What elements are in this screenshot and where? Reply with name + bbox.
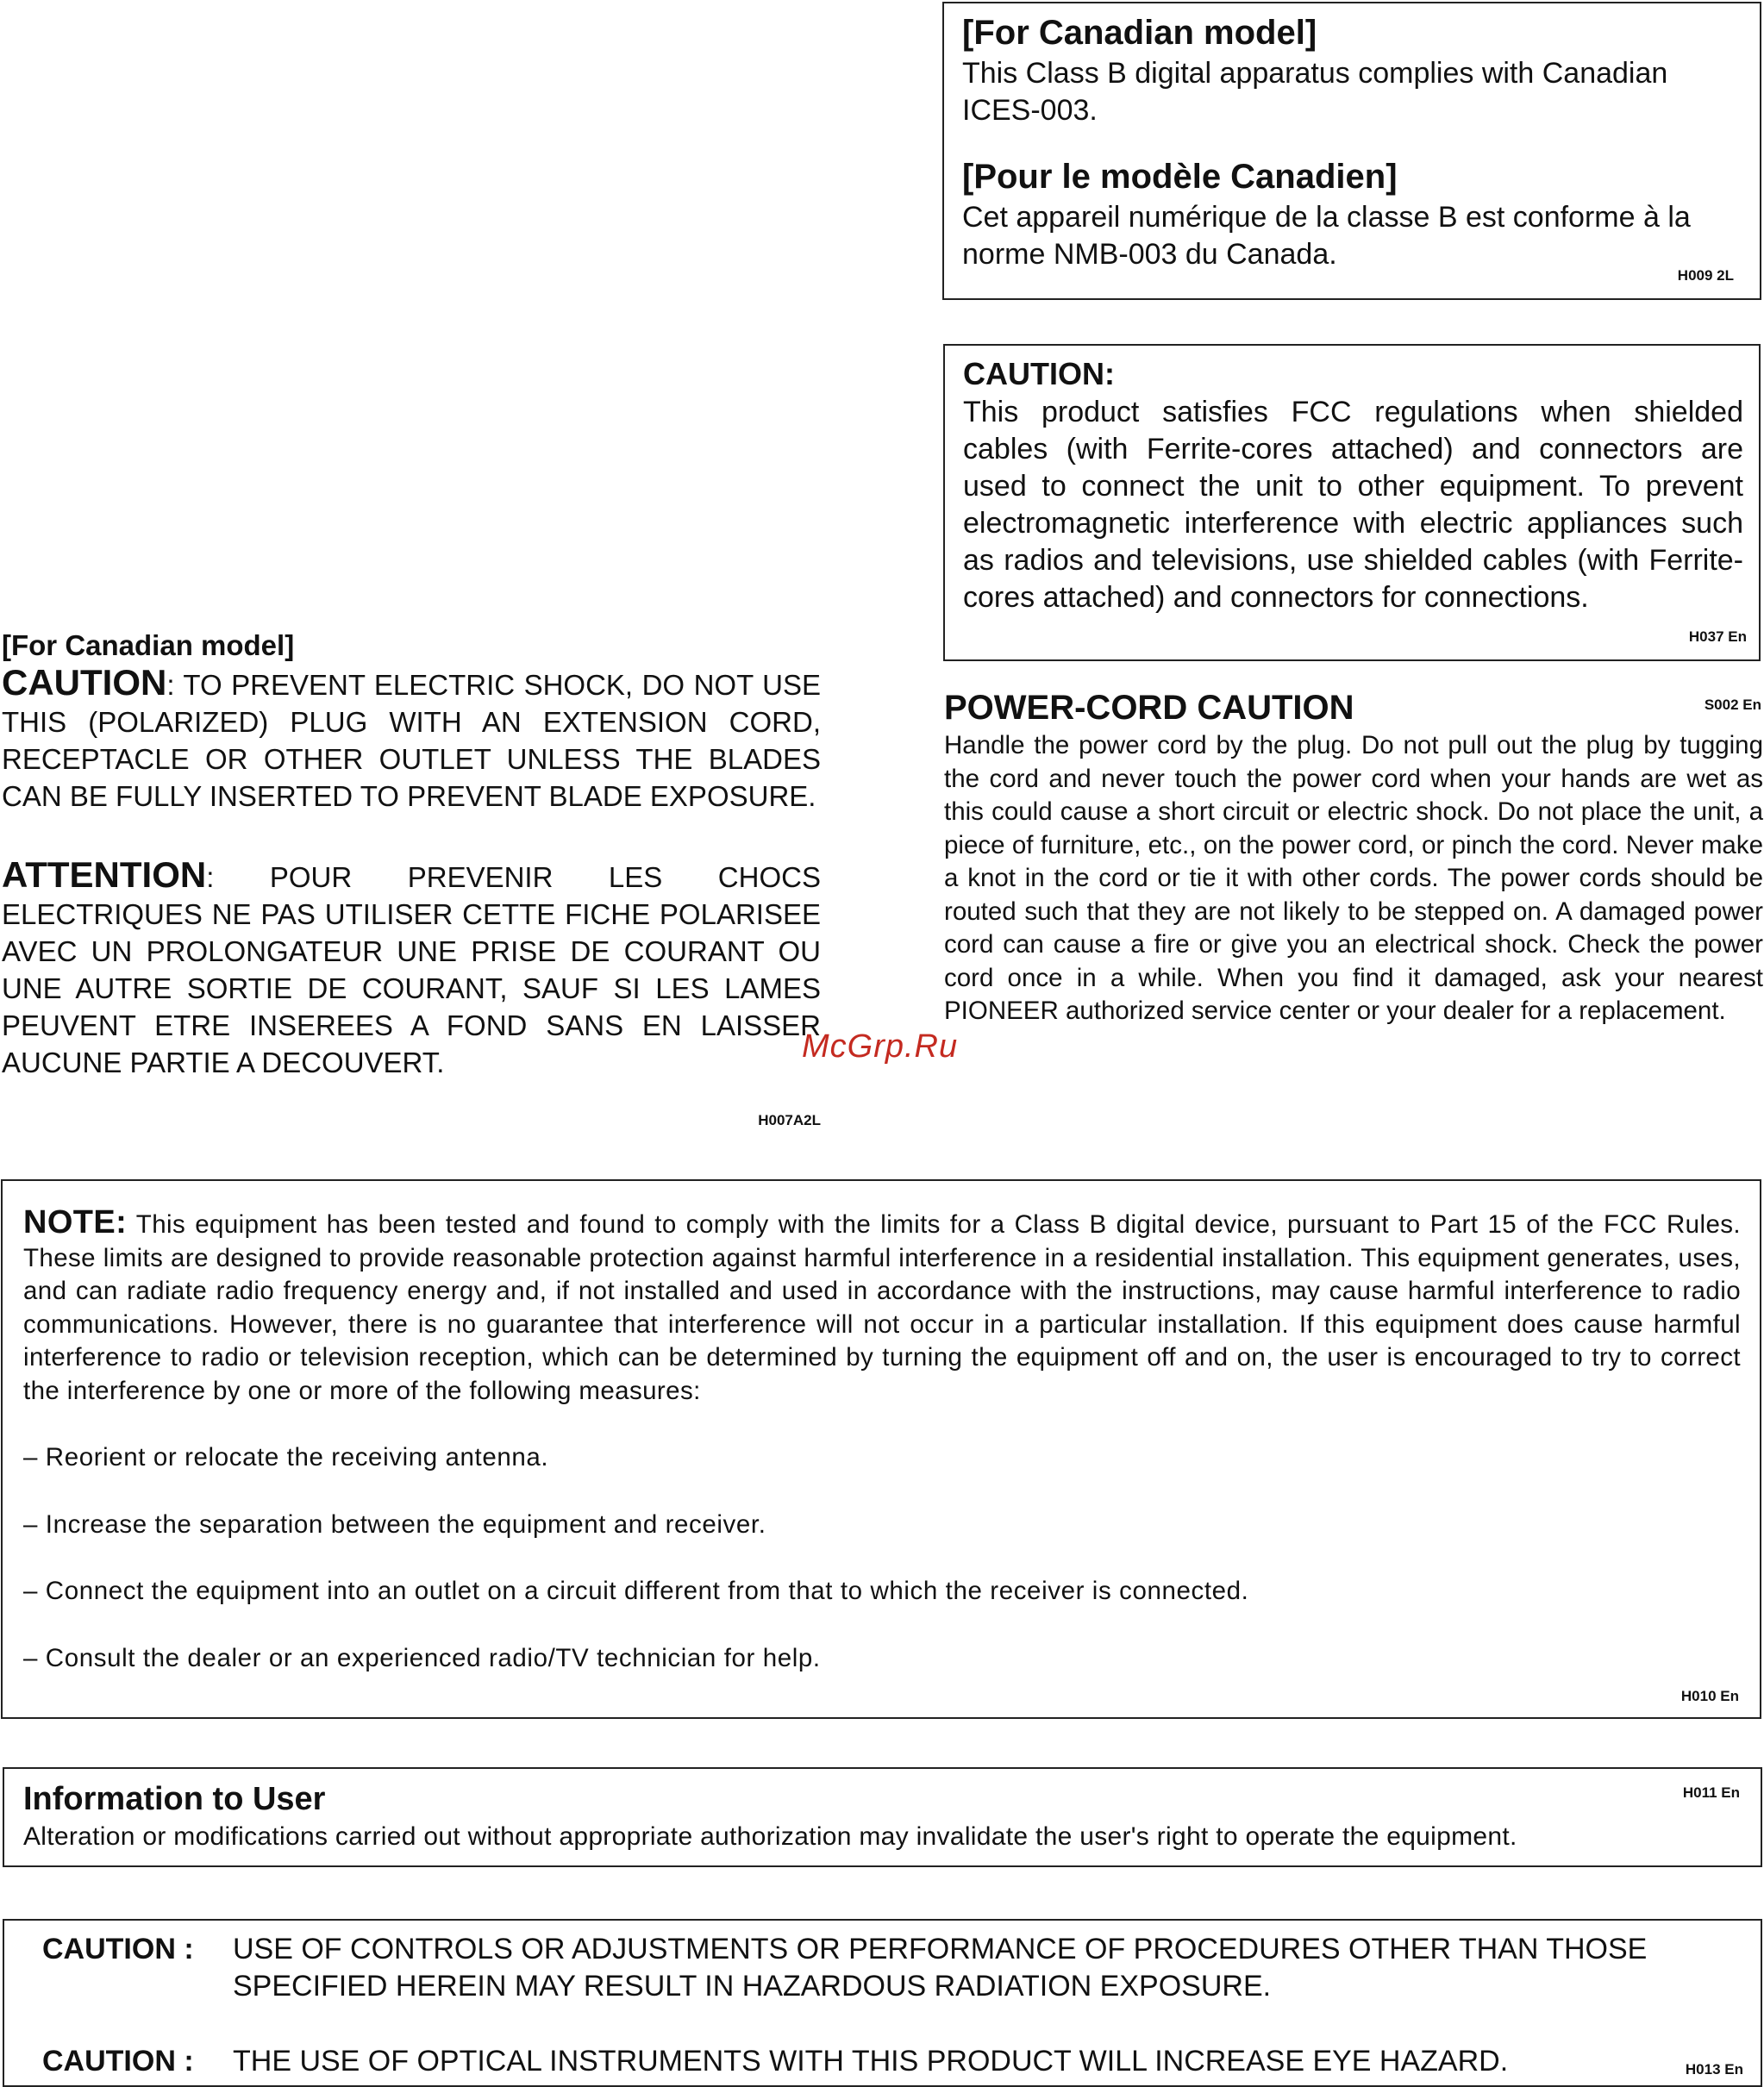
fcc-note-measures [23,1441,1741,1675]
fcc-note-text: This equipment has been tested and found to comply with the limits for a Class B digital device, pursuant to Part 15 of the FCC Rules. These limits are designed to provide reasonable protection against harmful interference in a residential installation. This equipment generates, uses, and can radiate radio frequency energy and, if not installed and used in accordance with the instructions, may cause harmful interference to radio communications. However, there is no guarantee that interference will not occur in a particular installation. If this equipment does cause harmful interference to radio or television reception, which can be determined by turning the equipment off and on, the user is encouraged to try to correct the interference by one or more of the following measures: [23,1210,1741,1405]
power-cord-code: S002 En [1704,697,1761,713]
plug-caution-paragraph [2,664,821,815]
fcc-note [1,1179,1761,1719]
canadian-ices-notice [942,2,1761,300]
fcc-note-measure: – Increase the separation between the equipment and receiver. [23,1509,766,1539]
fcc-note-code: H010 En [1680,1688,1739,1704]
eye-hazard-caution-row [42,2043,1764,2080]
plug-attention-label: ATTENTION [2,854,207,895]
canadian-ices-text-fr: Cet appareil numérique de la classe B est conforme à la norme NMB-003 du Canada. [962,201,1691,271]
canadian-ices-heading-fr: [Pour le modèle Canadien] [962,158,1398,196]
plug-caution-code: H007A2L [758,1112,821,1128]
eye-hazard-caution-label: CAUTION : [42,2045,194,2078]
radiation-caution-row [42,1931,1764,2005]
fcc-note-measure: – Connect the equipment into an outlet on a circuit different from that to which the receiver is connected. [23,1577,1249,1605]
information-to-user [3,1767,1762,1867]
watermark: McGrp.Ru [802,1028,959,1065]
info-heading: Information to User [23,1781,326,1817]
fcc-note-label: NOTE: [23,1204,128,1240]
radiation-caution-label: CAUTION : [42,1933,194,1965]
radiation-caution-text: USE OF CONTROLS OR ADJUSTMENTS OR PERFORMANCE OF PROCEDURES OTHER THAN THOSE SPECIFIED HEREIN MAY RESULT IN HAZARDOUS RADIATION EXPOSURE. [233,1933,1648,2003]
plug-caution-label: CAUTION [2,662,167,703]
power-cord-text: Handle the power cord by the plug. Do not pull out the plug by tugging the cord and never touch the power cord when your hands are wet as this could cause a short circuit or electric shock. Do not place the unit, a piece of furniture, etc., on the power cord, or pinch the cord. Never make a knot in the cord or tie it with other cords. The power cords should be routed such that they are not likely to be stepped on. A damaged power cord can cause a fire or give you an electrical shock. Check the power cord once in a while. When you find it damaged, ask your nearest PIONEER authorized service center or your dealer for a replacement. [944,731,1763,1025]
fcc-caution-heading: CAUTION: [963,356,1115,391]
radiation-cautions [3,1919,1762,2087]
info-code: H011 En [1682,1784,1740,1801]
info-text: Alteration or modifications carried out without appropriate authorization may invalidate the user's right to operate the equipment. [23,1822,1517,1851]
power-cord-caution [944,686,1763,1028]
canadian-ices-text-en: This Class B digital apparatus complies with Canadian ICES-003. [962,57,1668,127]
plug-attention-text: : POUR PREVENIR LES CHOCS ELECTRIQUES NE PAS UTILISER CETTE FICHE POLARISEE AVEC UN PROLONGATEUR UNE PRISE DE COURANT OU UNE AUTRE SORTIE DE COURANT, SAUF SI LES LAMES PEUVENT ETRE INSEREES A FOND SANS EN LAISSER AUCUNE PARTIE A DECOUVERT. [2,861,821,1078]
eye-hazard-caution-text: THE USE OF OPTICAL INSTRUMENTS WITH THIS PRODUCT WILL INCREASE EYE HAZARD. [233,2045,1509,2078]
fcc-caution-code: H037 En [1688,628,1747,645]
plug-attention-paragraph [2,856,821,1081]
radiation-caution-code: H013 En [1685,2061,1743,2078]
plug-caution-heading: [For Canadian model] [2,629,295,661]
canadian-ices-heading-en: [For Canadian model] [962,14,1317,52]
fcc-shielded-cable-caution [943,344,1761,661]
plug-caution-text: : TO PREVENT ELECTRIC SHOCK, DO NOT USE THIS (POLARIZED) PLUG WITH AN EXTENSION CORD, RECEPTACLE OR OTHER OUTLET UNLESS THE BLADES CAN BE FULLY INSERTED TO PREVENT BLADE EXPOSURE. [2,669,821,812]
fcc-caution-text: This product satisfies FCC regulations when shielded cables (with Ferrite-cores attached) and connectors are used to connect the unit to other equipment. To prevent electromagnetic interference with electric appliances such as radios and televisions, use shielded cables (with Ferrite-cores attached) and connectors for connections. [963,396,1743,614]
fcc-note-measure: – Consult the dealer or an experienced radio/TV technician for help. [23,1643,821,1672]
power-cord-heading: POWER-CORD CAUTION [944,689,1354,727]
canadian-ices-code: H009 2L [1677,267,1734,284]
fcc-note-paragraph [23,1206,1741,1408]
polarized-plug-caution [2,628,821,1128]
fcc-note-measure: – Reorient or relocate the receiving antenna. [23,1443,549,1472]
